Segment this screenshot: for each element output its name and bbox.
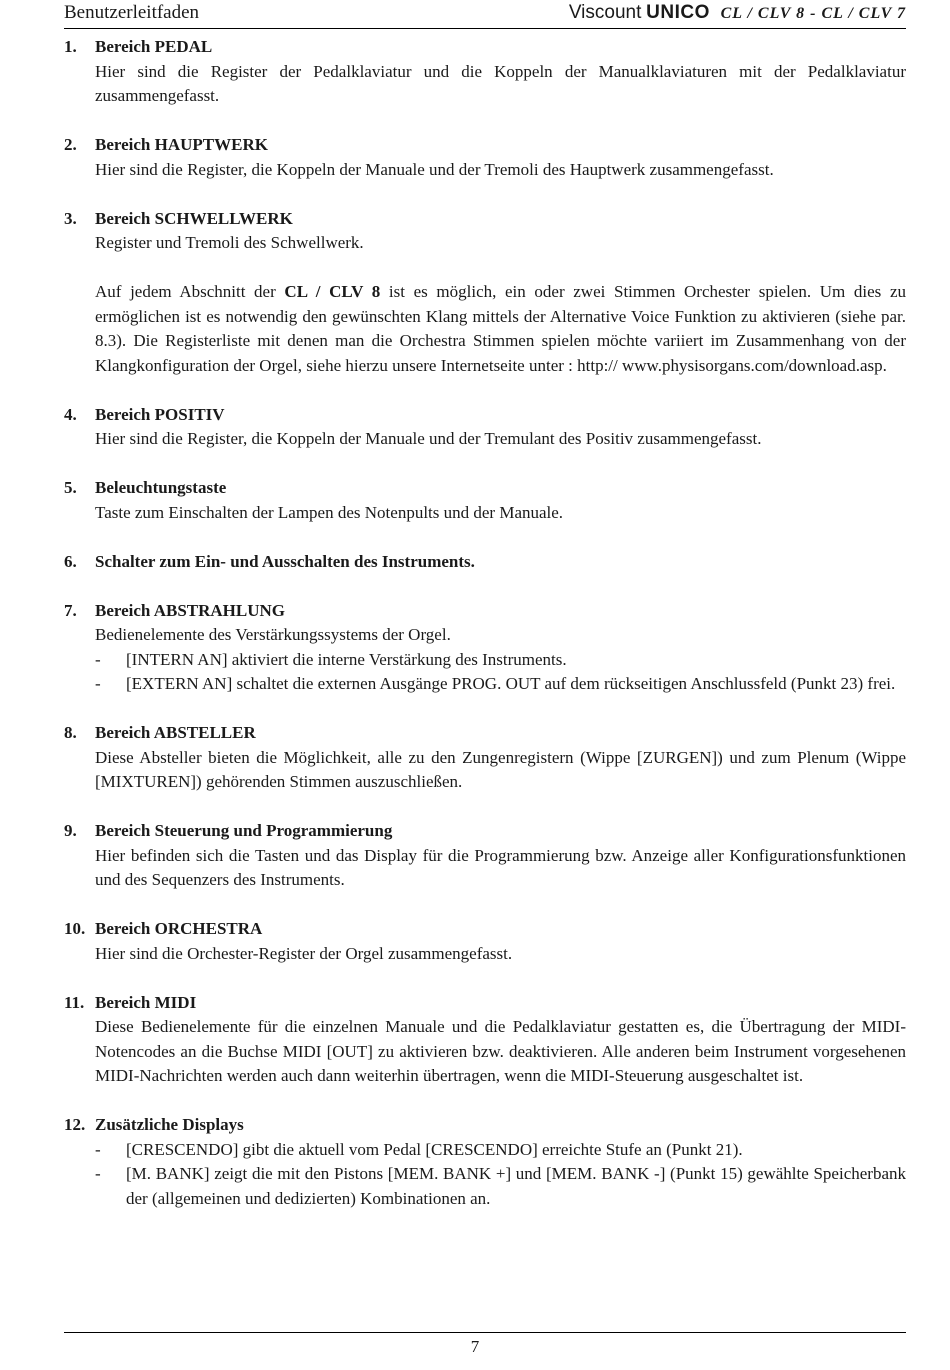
section-heading [64, 819, 906, 844]
section-heading [64, 1113, 906, 1138]
list-item-text: [CRESCENDO] gibt die aktuell vom Pedal [CRESCENDO] erreichte Stufe an (Punkt 21). [126, 1139, 743, 1159]
section-title: Bereich ORCHESTRA [95, 919, 263, 938]
section-1 [64, 35, 906, 109]
header-product [569, 2, 906, 24]
section-2 [64, 133, 906, 182]
section-title: Bereich HAUPTWERK [95, 135, 268, 154]
section-number: 3. [64, 208, 77, 228]
list-item [64, 1138, 906, 1163]
section-heading [64, 721, 906, 746]
section-8 [64, 721, 906, 795]
section-text: Diese Absteller bieten die Möglichkeit, alle zu den Zungenregistern (Wippe [ZURGEN]) und zum Plenum (Wippe [MIXTUREN]) gehörenden Stimmen auszuschließen. [95, 747, 906, 791]
section-text: Hier sind die Orchester-Register der Orgel zusammengefasst. [95, 943, 513, 963]
list-item-text: [EXTERN AN] schaltet die externen Ausgänge PROG. OUT auf dem rückseitigen Anschlussfeld (Punkt 23) frei. [126, 674, 896, 693]
header-product-name: UNICO [646, 2, 710, 23]
section-number: 2. [64, 135, 77, 154]
section-text: Register und Tremoli des Schwellwerk. [95, 233, 364, 252]
section-heading [64, 991, 906, 1016]
note-text-2: ist es möglich, ein oder zwei Stimmen Orchester spielen. Um dies zu ermöglichen ist es notwendig den gewünschten Klang mittels der Alternative Voice Funktion zu aktivieren (siehe par. 8.3). Die Registerliste mit denen man die Orchestra Stimmen spielen möchte variiert im Zusammenhang von der Klangkonfiguration der Orgel, siehe hierzu unsere Internetseite unter : http:// www.physisorgans.com/download.asp. [95, 282, 906, 375]
list-item [64, 1162, 906, 1211]
section-title: Bereich MIDI [95, 992, 197, 1012]
section-4 [64, 403, 906, 452]
footer-rule [64, 1332, 906, 1333]
section-title: Bereich SCHWELLWERK [95, 208, 293, 228]
section-10 [64, 917, 906, 966]
dash-bullet: - [95, 1139, 101, 1159]
note-model-bold: CL / CLV 8 [284, 282, 381, 301]
section-number: 8. [64, 723, 77, 742]
bullet-list [64, 648, 906, 697]
header-models: CL / CLV 8 - CL / CLV 7 [720, 5, 906, 22]
header-brand: Viscount [568, 2, 642, 23]
section-number: 6. [64, 551, 77, 571]
section-number: 12. [64, 1115, 86, 1134]
section-title: Zusätzliche Displays [95, 1115, 244, 1134]
list-item [64, 672, 906, 697]
section-title: Bereich ABSTRAHLUNG [95, 600, 286, 620]
section-text: Taste zum Einschalten der Lampen des Notenpults und der Manuale. [95, 502, 564, 522]
section-number: 1. [64, 37, 77, 56]
section-title: Bereich Steuerung und Programmierung [95, 821, 393, 840]
section-heading [64, 599, 906, 624]
section-heading [64, 476, 906, 501]
list-item [64, 648, 906, 673]
section-12 [64, 1113, 906, 1211]
section-heading [64, 207, 906, 232]
section-7 [64, 599, 906, 697]
section-title: Bereich ABSTELLER [95, 723, 256, 742]
section-heading [64, 403, 906, 428]
list-item-text: [INTERN AN] aktiviert die interne Verstärkung des Instruments. [126, 649, 567, 669]
header-guide-title: Benutzerleitfaden [64, 2, 200, 23]
section-number: 4. [64, 404, 77, 424]
section-text: Hier sind die Register der Pedalklaviatur und die Koppeln der Manualklaviaturen mit der Pedalklaviatur zusammengefasst. [95, 61, 906, 105]
section-number: 7. [64, 600, 77, 620]
section-title: Schalter zum Ein- und Ausschalten des Instruments. [95, 551, 475, 571]
section-title: Bereich PEDAL [95, 37, 213, 56]
section-title: Beleuchtungstaste [95, 478, 227, 497]
section-text: Hier sind die Register, die Koppeln der Manuale und der Tremulant des Positiv zusammengefasst. [95, 429, 762, 448]
document-body [64, 35, 906, 1236]
dash-bullet: - [95, 649, 101, 669]
section-text: Diese Bedienelemente für die einzelnen Manuale und die Pedalklaviatur gestatten es, die Übertragung der MIDI-Notencodes an die Buchse MIDI [OUT] zu aktivieren bzw. deaktivieren. Alle anderen beim Instrument vorgesehenen MIDI-Nachrichten werden auch dann weiterhin übertragen, wenn die MIDI-Steuerung ausgeschaltet ist. [95, 1017, 906, 1085]
section-number: 10. [64, 919, 86, 938]
section-number: 9. [64, 821, 77, 840]
page-header [64, 0, 906, 29]
list-item-text: [M. BANK] zeigt die mit den Pistons [MEM. BANK +] und [MEM. BANK -] (Punkt 15) gewählte Speicherbank der (allgemeinen und dedizierten) Kombinationen an. [126, 1164, 906, 1208]
dash-bullet: - [95, 674, 101, 693]
section-number: 5. [64, 478, 77, 497]
section-5 [64, 476, 906, 525]
section-text: Hier befinden sich die Tasten und das Display für die Programmierung bzw. Anzeige aller Konfigurationsfunktionen und des Sequenzers des Instruments. [95, 845, 906, 889]
page-number: 7 [470, 1337, 480, 1356]
section-9 [64, 819, 906, 893]
section-3 [64, 207, 906, 256]
section-title: Bereich POSITIV [95, 404, 225, 424]
section-heading [64, 35, 906, 60]
note-text-1: Auf jedem Abschnitt der [95, 282, 285, 301]
section-text: Hier sind die Register, die Koppeln der Manuale und der Tremoli des Hauptwerk zusammengefasst. [95, 159, 774, 179]
section-number: 11. [64, 992, 85, 1012]
section-11 [64, 991, 906, 1089]
section-heading [64, 550, 906, 575]
section-text: Bedienelemente des Verstärkungssystems der Orgel. [95, 625, 451, 644]
section-heading [64, 917, 906, 942]
orchestra-note [64, 280, 906, 378]
section-6 [64, 550, 906, 575]
dash-bullet: - [95, 1164, 101, 1183]
bullet-list [64, 1138, 906, 1212]
section-heading [64, 133, 906, 158]
